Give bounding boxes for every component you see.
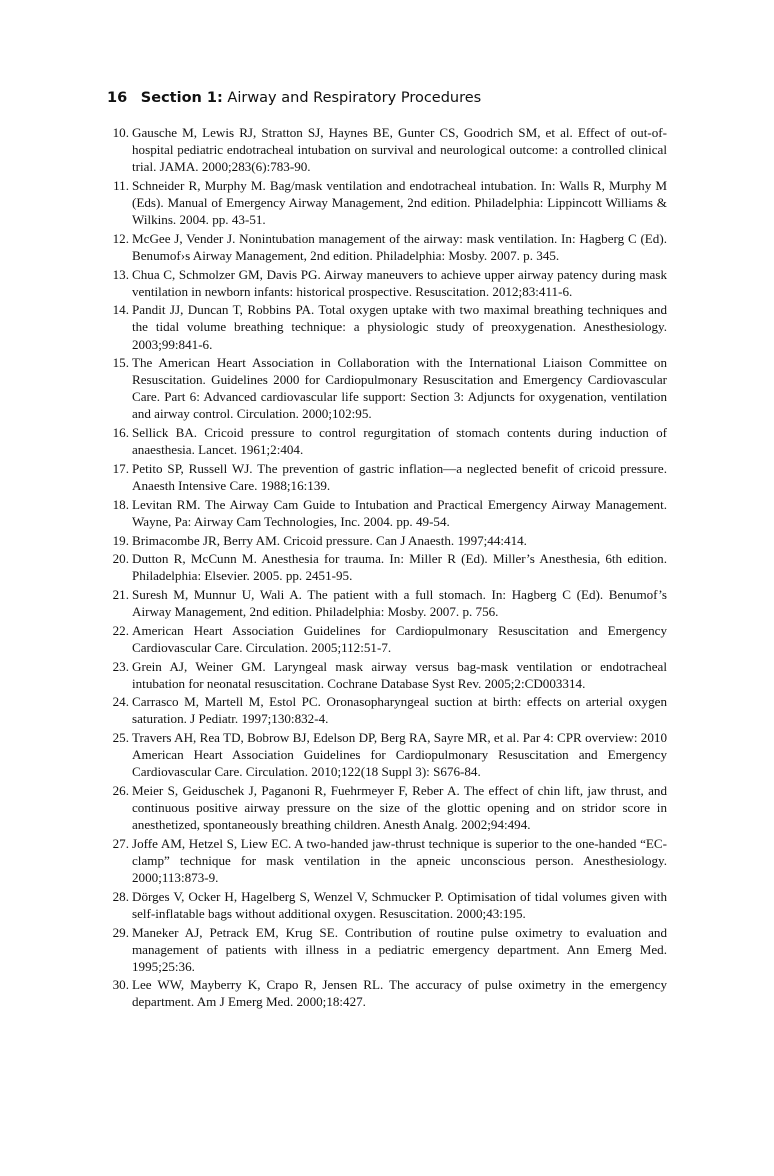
reference-number: 24.	[112, 694, 129, 710]
reference-item	[107, 622, 667, 656]
reference-number: 20.	[112, 551, 129, 567]
reference-text: Schneider R, Murphy M. Bag/mask ventilation and endotracheal intubation. In: Walls R, Murphy M (Eds). Manual of Emergency Airway Management, 2nd edition. Philadelphia: Lippincott Williams & Wilkins. 2004. pp. 43-51.	[132, 177, 667, 228]
reference-item	[107, 354, 667, 422]
reference-number: 23.	[112, 658, 129, 674]
reference-text: Dörges V, Ocker H, Hagelberg S, Wenzel V, Schmucker P. Optimisation of tidal volumes given with self-inflatable bags without additional oxygen. Resuscitation. 2000;43:195.	[132, 888, 667, 921]
reference-text: Lee WW, Mayberry K, Crapo R, Jensen RL. The accuracy of pulse oximetry in the emergency department. Am J Emerg Med. 2000;18:427.	[132, 977, 667, 1010]
reference-text: Gausche M, Lewis RJ, Stratton SJ, Haynes BE, Gunter CS, Goodrich SM, et al. Effect of out-of-hospital pediatric endotracheal intubation on survival and neurological outcome: a controlled clinical trial. JAMA. 2000;283(6):783-90.	[132, 125, 667, 175]
reference-text: Levitan RM. The Airway Cam Guide to Intubation and Practical Emergency Airway Management. Wayne, Pa: Airway Cam Technologies, Inc. 2004. pp. 49-54.	[132, 496, 667, 529]
reference-text: Carrasco M, Martell M, Estol PC. Oronasopharyngeal suction at birth: effects on arterial oxygen saturation. J Pediatr. 1997;130:832-4.	[132, 694, 667, 727]
reference-number: 19.	[112, 532, 129, 548]
reference-text: Travers AH, Rea TD, Bobrow BJ, Edelson DP, Berg RA, Sayre MR, et al. Par 4: CPR overview: 2010 American Heart Association Guidelines for Cardiopulmonary Resuscitation and Emergency Cardiovascular Care. Circulation. 2010;122(18 Suppl 3): S676-84.	[132, 730, 667, 780]
page-number: 16	[107, 90, 128, 106]
reference-number: 16.	[112, 425, 129, 441]
reference-item	[107, 924, 667, 975]
reference-item	[107, 586, 667, 620]
reference-number: 18.	[112, 496, 129, 512]
reference-number: 13.	[112, 266, 129, 282]
reference-text: Maneker AJ, Petrack EM, Krug SE. Contribution of routine pulse oximetry to evaluation and management of patients with illness in a pediatric emergency department. Ann Emerg Med. 1995;25:36.	[132, 924, 667, 974]
reference-number: 10.	[112, 125, 129, 140]
reference-item	[107, 424, 667, 458]
reference-number: 12.	[112, 230, 129, 246]
reference-item	[107, 460, 667, 494]
reference-number: 28.	[112, 888, 129, 904]
reference-item	[107, 532, 667, 549]
reference-text: Pandit JJ, Duncan T, Robbins PA. Total oxygen uptake with two maximal breathing techniques and the tidal volume breathing technique: a physiologic study of preoxygenation. Anesthesiology. 2003;99:841-6.	[132, 302, 667, 352]
section-title: Airway and Respiratory Procedures	[227, 90, 482, 106]
reference-text: Dutton R, McCunn M. Anesthesia for trauma. In: Miller R (Ed). Miller’s Anesthesia, 6th edition. Philadelphia: Elsevier. 2005. pp. 2451-95.	[132, 551, 667, 584]
reference-number: 29.	[112, 924, 129, 940]
reference-item	[107, 888, 667, 922]
reference-text: American Heart Association Guidelines for Cardiopulmonary Resuscitation and Emergency Cardiovascular Care. Circulation. 2005;112:51-7.	[132, 622, 667, 655]
reference-text: Grein AJ, Weiner GM. Laryngeal mask airway versus bag-mask ventilation or endotracheal intubation for neonatal resuscitation. Cochrane Database Syst Rev. 2005;2:CD003314.	[132, 658, 667, 691]
reference-number: 11.	[113, 177, 129, 193]
reference-text: Meier S, Geiduschek J, Paganoni R, Fuehrmeyer F, Reber A. The effect of chin lift, jaw thrust, and continuous positive airway pressure on the size of the glottic opening and on stridor score in anesthetized, spontaneously breathing children. Anesth Analg. 2002;94:494.	[132, 782, 667, 833]
reference-text: Suresh M, Munnur U, Wali A. The patient with a full stomach. In: Hagberg C (Ed). Benumof’s Airway Management, 2nd edition. Philadelphia: Mosby. 2007. p. 756.	[132, 586, 667, 620]
reference-number: 17.	[112, 460, 129, 476]
reference-text: Brimacombe JR, Berry AM. Cricoid pressure. Can J Anaesth. 1997;44:414.	[132, 532, 527, 548]
reference-number: 21.	[112, 586, 129, 602]
reference-item	[107, 301, 667, 352]
reference-number: 14.	[112, 302, 129, 318]
reference-item	[107, 729, 667, 780]
reference-text: Chua C, Schmolzer GM, Davis PG. Airway maneuvers to achieve upper airway patency during mask ventilation in newborn infants: historical prospective. Resuscitation. 2012;83:411-6.	[132, 266, 667, 299]
section-label: Section 1:	[140, 90, 223, 106]
reference-text: The American Heart Association in Collaboration with the International Liaison Committee on Resuscitation. Guidelines 2000 for Cardiopulmonary Resuscitation and Emergency Cardiovascular Care. Part 6: Advanced cardiovascular life support: Section 3: Adjuncts for oxygenation, ventilation and airway control. Circulation. 2000;102:95.	[132, 355, 667, 422]
running-head	[107, 88, 667, 108]
reference-item	[107, 177, 667, 228]
reference-text: Petito SP, Russell WJ. The prevention of gastric inflation—a neglected benefit of cricoid pressure. Anaesth Intensive Care. 1988;16:139.	[132, 460, 667, 494]
reference-number: 15.	[112, 355, 129, 371]
reference-number: 30.	[112, 977, 129, 993]
reference-item	[107, 835, 667, 886]
reference-item	[107, 693, 667, 727]
reference-item	[107, 230, 667, 264]
reference-item	[107, 550, 667, 584]
reference-list	[107, 124, 667, 1011]
reference-number: 25.	[112, 730, 129, 746]
reference-item	[107, 658, 667, 692]
reference-text: Sellick BA. Cricoid pressure to control regurgitation of stomach contents during induction of anaesthesia. Lancet. 1961;2:404.	[132, 425, 667, 458]
reference-number: 27.	[112, 835, 129, 851]
reference-item	[107, 782, 667, 833]
reference-number: 22.	[112, 622, 129, 638]
reference-item	[107, 124, 667, 175]
reference-number: 26.	[112, 782, 129, 798]
reference-text: Joffe AM, Hetzel S, Liew EC. A two-handed jaw-thrust technique is superior to the one-handed “EC-clamp” technique for mask ventilation in the apneic unconscious person. Anesthesiology. 2000;113:873-9.	[132, 835, 667, 886]
book-page	[107, 88, 667, 1012]
reference-item	[107, 976, 667, 1010]
reference-item	[107, 496, 667, 530]
reference-text: McGee J, Vender J. Nonintubation management of the airway: mask ventilation. In: Hagberg C (Ed). Benumof›s Airway Management, 2nd edition. Philadelphia: Mosby. 2007. p. 345.	[132, 230, 667, 263]
reference-item	[107, 266, 667, 300]
